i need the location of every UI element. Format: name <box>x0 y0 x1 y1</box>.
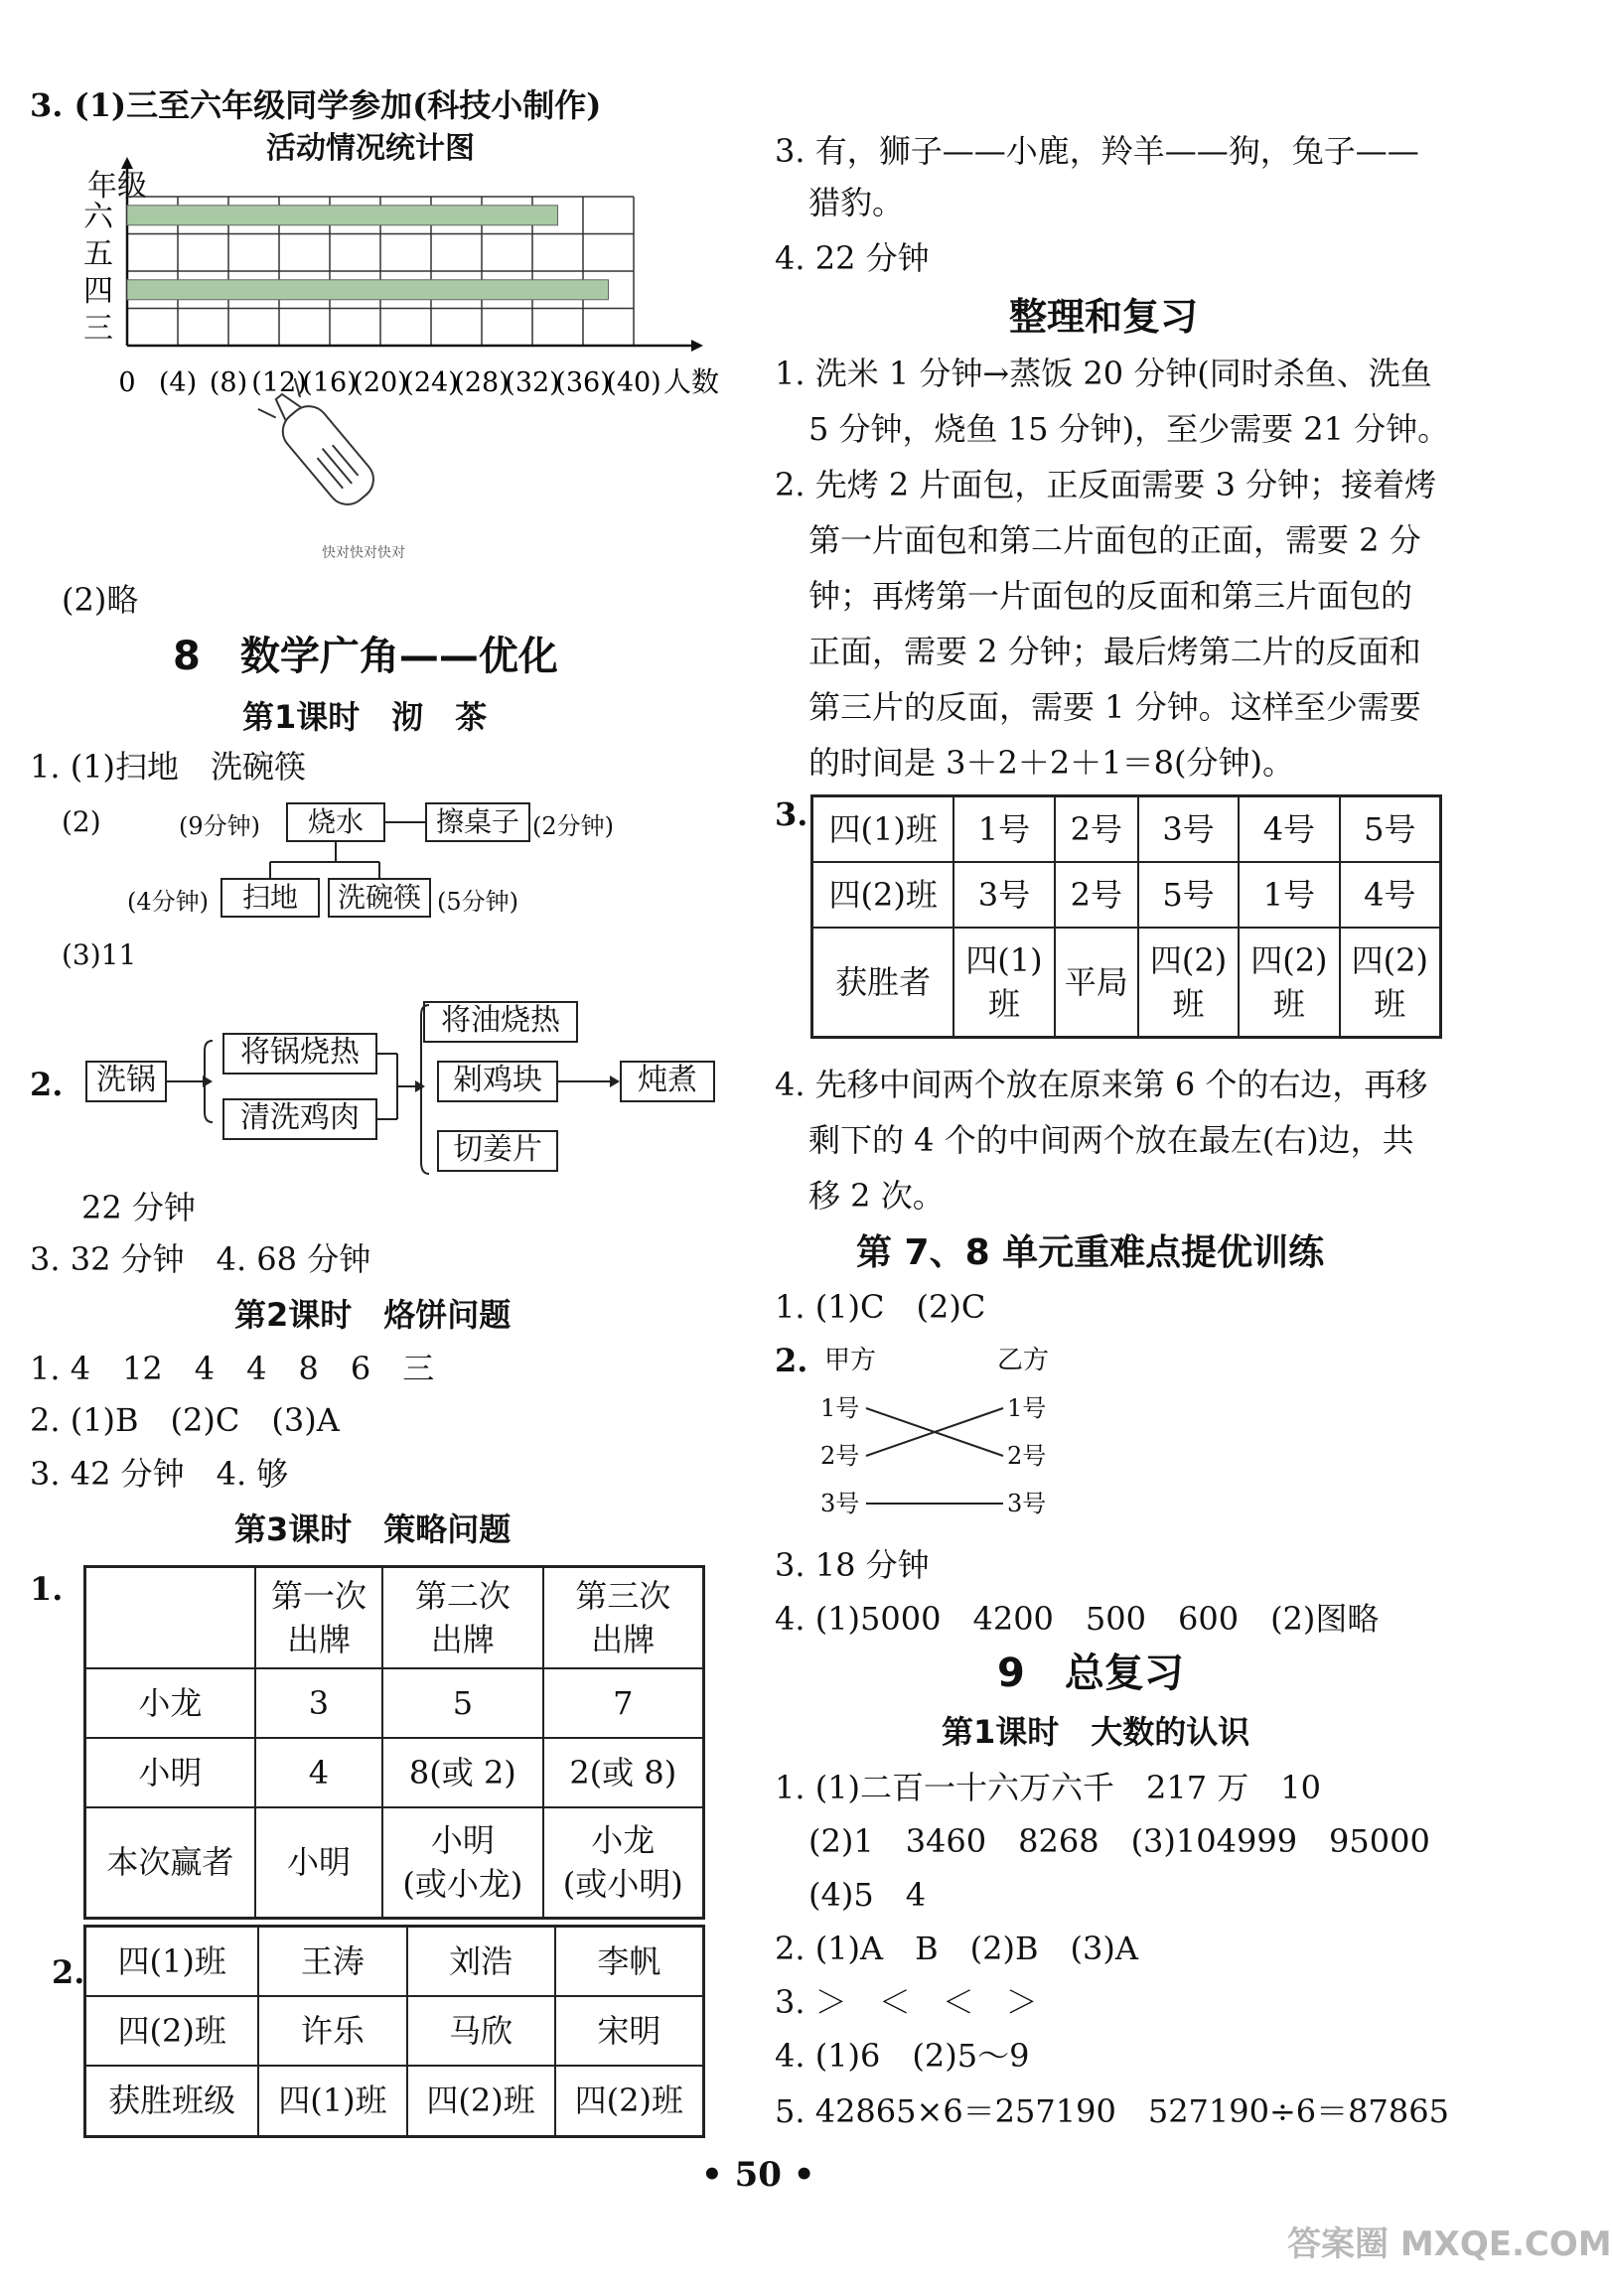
strategy-table-cell: 2(或 8) <box>543 1738 704 1807</box>
chart-x-arrow <box>691 340 703 352</box>
tournament-table-cell: 4号 <box>1340 862 1441 928</box>
chart-x-tick-label: (4) <box>158 367 198 398</box>
lesson2-title: 第2课时 烙饼问题 <box>234 1296 512 1334</box>
class-match-table-cell: 许乐 <box>258 1996 406 2066</box>
tournament-table-cell: 获胜者 <box>812 928 954 1037</box>
unit-side-a: 甲方 <box>824 1346 877 1375</box>
class-match-table-row <box>85 1927 704 1996</box>
class-match-table-row <box>85 2066 704 2137</box>
unit-a-3: 3号 <box>820 1490 860 1517</box>
tournament-table-cell: 四(2)班 <box>812 862 954 928</box>
chart-answer-note: 快对快对快对 <box>322 545 405 561</box>
s9-lesson1-title: 第1课时 大数的认识 <box>942 1713 1250 1751</box>
tournament-table-cell: 四(1) 班 <box>953 928 1054 1037</box>
d2-stew: 炖煮 <box>620 1061 715 1102</box>
s9-q3: 3. ＞ ＜ ＜ ＞ <box>775 1983 1038 2021</box>
tournament-table-row <box>812 928 1441 1037</box>
tournament-table-cell: 1号 <box>953 796 1054 862</box>
strategy-table-row <box>85 1807 704 1919</box>
d2-heat-oil: 将油烧热 <box>423 1001 578 1043</box>
tournament-table-cell: 3号 <box>1138 796 1239 862</box>
class-match-table-cell: 四(1)班 <box>85 1927 259 1996</box>
tournament-table-cell: 2号 <box>1055 796 1138 862</box>
chart-category-label: 四 <box>83 273 113 309</box>
tournament-table-cell: 平局 <box>1055 928 1138 1037</box>
review-q4-line3: 移 2 次。 <box>808 1177 945 1215</box>
chart-x-tick-label: (20) <box>353 367 408 398</box>
tournament-table-cell: 四(1)班 <box>812 796 954 862</box>
q3-title-line1: 3. (1)三至六年级同学参加(科技小制作) <box>30 86 602 124</box>
strategy-table-cell: 8(或 2) <box>382 1738 542 1807</box>
review-q2-line3: 钟；再烤第一片面包的反面和第三片面包的 <box>808 577 1413 615</box>
d1-boil-box: 烧水 <box>286 802 385 842</box>
class-match-table-cell: 四(2)班 <box>407 2066 555 2137</box>
chart-bar <box>127 206 558 225</box>
class-match-table-cell: 获胜班级 <box>85 2066 259 2137</box>
strategy-table-cell: 7 <box>543 1668 704 1738</box>
s9-q4: 4. (1)6 (2)5～9 <box>775 2037 1030 2075</box>
tournament-table-cell: 2号 <box>1055 862 1138 928</box>
d2-slice-ginger: 切姜片 <box>437 1130 558 1172</box>
chart-x-axis-label: 人数 <box>662 365 720 398</box>
l3-q1-label: 1. <box>30 1570 64 1608</box>
pencil-mascot-icon <box>258 378 381 512</box>
r-q3-line1: 3. 有，狮子——小鹿，羚羊——狗，兔子—— <box>775 132 1419 170</box>
strategy-table-cell: 3 <box>255 1668 383 1738</box>
r-q4: 4. 22 分钟 <box>775 239 930 277</box>
chart-x-tick-label: (16) <box>302 367 358 398</box>
review-q3-label: 3. <box>775 795 808 833</box>
l1-q1-part1: 1. (1)扫地 洗碗筷 <box>30 748 307 786</box>
unit-a-2: 2号 <box>820 1442 860 1470</box>
chart-title: 活动情况统计图 <box>266 131 475 166</box>
review-q2-line4: 正面，需要 2 分钟；最后烤第二片的反面和 <box>808 633 1421 670</box>
strategy-table-cell: 小明 <box>85 1738 255 1807</box>
unit-q3: 3. 18 分钟 <box>775 1546 930 1584</box>
chart-x-tick-label: 0 <box>118 367 136 398</box>
class-match-table-cell: 四(2)班 <box>555 2066 704 2137</box>
review-q4-line2: 剩下的 4 个的中间两个放在最左(右)边，共 <box>808 1121 1414 1159</box>
strategy-table <box>83 1565 705 1920</box>
lesson3-title: 第3课时 策略问题 <box>234 1510 512 1548</box>
s9-q2: 2. (1)A B (2)B (3)A <box>775 1930 1138 1967</box>
tournament-table-cell: 4号 <box>1239 796 1339 862</box>
class-match-table-cell: 王涛 <box>258 1927 406 1996</box>
unit-q1: 1. (1)C (2)C <box>775 1288 986 1326</box>
review-q1-line2: 5 分钟，烧鱼 15 分钟)，至少需要 21 分钟。 <box>808 410 1450 448</box>
review-q1-line1: 1. 洗米 1 分钟→蒸饭 20 分钟(同时杀鱼、洗鱼 <box>775 355 1432 392</box>
s9-q1-line2: (2)1 3460 8268 (3)104999 95000 <box>808 1822 1430 1860</box>
tournament-table-cell: 5号 <box>1138 862 1239 928</box>
review-q2-line2: 第一片面包和第二片面包的正面，需要 2 分 <box>808 521 1421 559</box>
l2-q3-q4: 3. 42 分钟 4. 够 <box>30 1455 289 1493</box>
l3-q2-label: 2. <box>52 1953 85 1991</box>
l2-q1: 1. 4 12 4 4 8 6 三 <box>30 1350 435 1387</box>
d1-boil-time: (9分钟) <box>179 812 260 840</box>
strategy-table-cell: 小明 <box>255 1807 383 1919</box>
l1-q1-part3: (3)11 <box>62 938 137 971</box>
tournament-table-cell: 3号 <box>953 862 1054 928</box>
strategy-table-cell: 小龙 <box>85 1668 255 1738</box>
s9-q1-line1: 1. (1)二百一十六万六千 217 万 10 <box>775 1769 1322 1806</box>
strategy-table-row <box>85 1668 704 1738</box>
tournament-table-row <box>812 862 1441 928</box>
watermark: 答案圈 MXQE.COM <box>1287 2224 1612 2264</box>
r-q3-line2: 猎豹。 <box>808 184 905 221</box>
d2-clean-chicken: 清洗鸡肉 <box>222 1098 377 1140</box>
section9-title: 9 总复习 <box>997 1650 1184 1696</box>
class-match-table-cell: 马欣 <box>407 1996 555 2066</box>
d1-wash-box: 洗碗筷 <box>328 878 431 918</box>
class-match-table-cell: 四(1)班 <box>258 2066 406 2137</box>
chart-category-label: 五 <box>83 236 113 272</box>
unit-a-1: 1号 <box>820 1394 860 1422</box>
strategy-table-row <box>85 1738 704 1807</box>
strategy-table-cell: 本次赢者 <box>85 1807 255 1919</box>
d2-heat-pot: 将锅烧热 <box>222 1033 377 1075</box>
l1-q1-part2-label: (2) <box>62 805 101 838</box>
tournament-table-cell: 1号 <box>1239 862 1339 928</box>
d2-chop-chicken: 剁鸡块 <box>437 1061 558 1102</box>
chart-x-tick-label: (24) <box>403 367 459 398</box>
tournament-table-row <box>812 796 1441 862</box>
strategy-table-cell: 小龙 (或小明) <box>543 1807 704 1919</box>
class-match-table <box>83 1925 705 2138</box>
s9-q5: 5. 42865×6＝257190 527190÷6＝87865 <box>775 2092 1449 2130</box>
strategy-table-cell <box>85 1567 255 1668</box>
unit-b-3: 3号 <box>1007 1490 1047 1517</box>
class-match-table-cell: 宋明 <box>555 1996 704 2066</box>
section8-title: 8 数学广角——优化 <box>173 634 558 679</box>
review-q2-line6: 的时间是 3＋2＋2＋1＝8(分钟)。 <box>808 744 1294 782</box>
chart-category-label: 三 <box>83 311 113 347</box>
class-match-table-row <box>85 1996 704 2066</box>
chart-x-tick-label: (40) <box>606 367 661 398</box>
strategy-table-cell: 小明 (或小龙) <box>382 1807 542 1919</box>
tournament-table-cell: 四(2) 班 <box>1138 928 1239 1037</box>
unit-q2-label: 2. <box>775 1342 808 1379</box>
d1-wipe-time: (2分钟) <box>532 812 614 840</box>
d1-sweep-time: (4分钟) <box>127 888 209 916</box>
review-title: 整理和复习 <box>1009 295 1199 339</box>
unit-b-1: 1号 <box>1007 1394 1047 1422</box>
strategy-table-cell: 5 <box>382 1668 542 1738</box>
page-number: • 50 • <box>701 2155 815 2195</box>
chart-x-tick-label: (12) <box>251 367 307 398</box>
tournament-table-cell: 四(2) 班 <box>1340 928 1441 1037</box>
strategy-table-cell: 第二次 出牌 <box>382 1567 542 1668</box>
chart-x-tick-label: (36) <box>555 367 611 398</box>
chart-y-axis-label: 年级 <box>87 169 147 204</box>
l2-q2: 2. (1)B (2)C (3)A <box>30 1401 340 1439</box>
unit-b-2: 2号 <box>1007 1442 1047 1470</box>
unit78-title: 第 7、8 单元重难点提优训练 <box>856 1232 1325 1273</box>
unit-q4: 4. (1)5000 4200 500 600 (2)图略 <box>775 1600 1380 1638</box>
chart-bar <box>127 280 609 300</box>
chart-category-label: 六 <box>83 199 113 234</box>
l1-q2-answer: 22 分钟 <box>81 1189 196 1226</box>
d1-wash-time: (5分钟) <box>437 888 518 916</box>
d1-wipe-box: 擦桌子 <box>425 802 530 842</box>
strategy-table-row <box>85 1567 704 1668</box>
tournament-table-cell: 四(2) 班 <box>1239 928 1339 1037</box>
tournament-table <box>810 794 1442 1039</box>
chart-x-tick-label: (8) <box>209 367 248 398</box>
strategy-table-cell: 第三次 出牌 <box>543 1567 704 1668</box>
chart-x-tick-label: (28) <box>454 367 510 398</box>
l1-q3-q4: 3. 32 分钟 4. 68 分钟 <box>30 1240 371 1278</box>
class-match-table-cell: 四(2)班 <box>85 1996 259 2066</box>
review-q4-line1: 4. 先移中间两个放在原来第 6 个的右边，再移 <box>775 1066 1428 1103</box>
q3-part2: (2)略 <box>62 581 139 619</box>
review-q2-line5: 第三片的反面，需要 1 分钟。这样至少需要 <box>808 688 1421 726</box>
l1-q2-label: 2. <box>30 1066 64 1103</box>
lesson1-title: 第1课时 沏 茶 <box>242 698 488 736</box>
unit-side-b: 乙方 <box>997 1346 1050 1375</box>
tournament-table-cell: 5号 <box>1340 796 1441 862</box>
class-match-table-cell: 李帆 <box>555 1927 704 1996</box>
class-match-table-cell: 刘浩 <box>407 1927 555 1996</box>
s9-q1-line3: (4)5 4 <box>808 1876 927 1914</box>
strategy-table-cell: 4 <box>255 1738 383 1807</box>
strategy-table-cell: 第一次 出牌 <box>255 1567 383 1668</box>
chart-x-tick-label: (32) <box>505 367 560 398</box>
d2-wash-pot: 洗锅 <box>85 1061 167 1102</box>
d1-sweep-box: 扫地 <box>220 878 320 918</box>
review-q2-line1: 2. 先烤 2 片面包，正反面需要 3 分钟；接着烤 <box>775 466 1437 503</box>
